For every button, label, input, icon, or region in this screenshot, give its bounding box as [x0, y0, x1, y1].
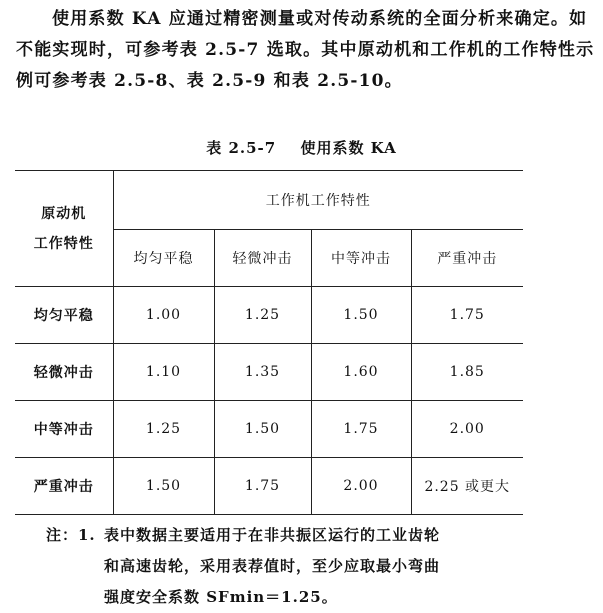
table-cell: 1.85 [411, 344, 523, 401]
table-title: 使用系数 KA [300, 139, 397, 157]
table-caption [0, 137, 603, 158]
table-note [46, 520, 586, 613]
table-cell: 1.35 [214, 344, 311, 401]
table-cell: 2.00 [311, 458, 411, 515]
table-row [15, 458, 523, 515]
column-header: 严重冲击 [411, 230, 523, 287]
row-label: 轻微冲击 [15, 344, 113, 401]
note-prefix: 注：1. [46, 526, 96, 544]
table-row [15, 287, 523, 344]
table-cell: 1.75 [214, 458, 311, 515]
group-header: 工作机工作特性 [113, 171, 523, 230]
table-cell: 1.25 [113, 401, 214, 458]
row-label: 严重冲击 [15, 458, 113, 515]
column-header: 中等冲击 [311, 230, 411, 287]
intro-paragraph: 使用系数 KA 应通过精密测量或对传动系统的全面分析来确定。如不能实现时，可参考表 2.5-7 选取。其中原动机和工作机的工作特性示例可参考表 2.5-8、表 2.5-9 和表 2.5-10。 [16, 9, 595, 91]
table-cell: 1.50 [214, 401, 311, 458]
column-header: 轻微冲击 [214, 230, 311, 287]
note-line-2: 和高速齿轮，采用表荐值时，至少应取最小弯曲 [104, 557, 441, 575]
table-cell: 1.50 [311, 287, 411, 344]
table-row [15, 401, 523, 458]
note-line-3: 强度安全系数 SFmin＝1.25。 [104, 588, 338, 606]
table-cell: 1.10 [113, 344, 214, 401]
table-cell: 1.75 [411, 287, 523, 344]
table-number: 表 2.5-7 [206, 139, 277, 157]
corner-line-2: 工作特性 [33, 235, 94, 252]
table-cell: 2.25 或更大 [411, 458, 523, 515]
table-cell: 1.50 [113, 458, 214, 515]
table-cell: 2.00 [411, 401, 523, 458]
row-label: 均匀平稳 [15, 287, 113, 344]
corner-line-1: 原动机 [41, 205, 87, 222]
table-row [15, 344, 523, 401]
table-cell: 1.25 [214, 287, 311, 344]
service-factor-table [15, 170, 523, 515]
table-cell: 1.00 [113, 287, 214, 344]
table-cell: 1.60 [311, 344, 411, 401]
row-label: 中等冲击 [15, 401, 113, 458]
table-corner-header [15, 171, 113, 287]
table-cell: 1.75 [311, 401, 411, 458]
note-line-1: 表中数据主要适用于在非共振区运行的工业齿轮 [104, 526, 441, 544]
column-header: 均匀平稳 [113, 230, 214, 287]
